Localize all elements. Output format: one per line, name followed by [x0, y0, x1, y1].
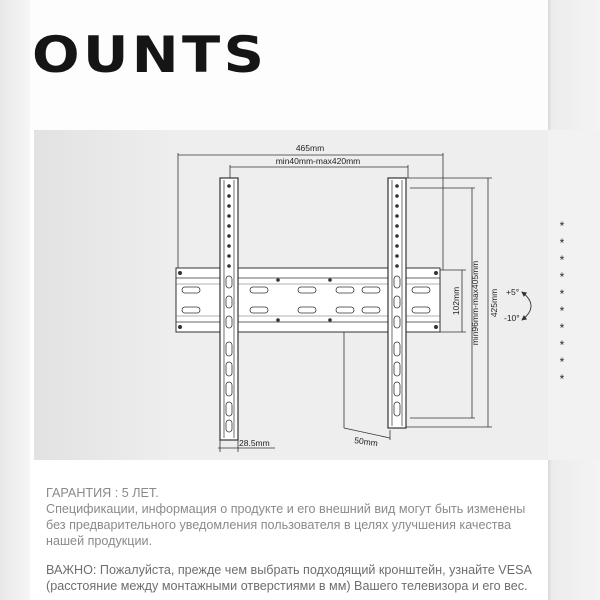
important-text-line-2: (расстояние между монтажными отверстиями в мм) Вашего телевизора и его вес. [46, 579, 528, 593]
dim-width-total: 465mm [295, 143, 325, 153]
side-bullet: * [559, 253, 565, 267]
side-bullet: * [559, 372, 565, 386]
important-text-line-1: ВАЖНО: Пожалуйста, прежде чем выбрать подходящий кронштейн, узнайте VESA [46, 563, 532, 577]
dim-depth: 50mm [353, 435, 379, 449]
side-bullet: * [559, 219, 565, 233]
left-upright [220, 178, 238, 440]
spec-text-line-2: без предварительного уведомления пользователя в целях улучшения качества [46, 518, 512, 532]
brand-title: OUNTS [32, 26, 268, 84]
dim-rail-height: 102mm [451, 286, 461, 316]
side-bullet: * [559, 236, 565, 250]
notes-block [46, 485, 546, 594]
side-bullet: * [559, 338, 565, 352]
warranty-text: ГАРАНТИЯ : 5 ЛЕТ. [46, 486, 159, 500]
tilt-arc [522, 292, 531, 320]
side-bullet-list [556, 218, 568, 388]
dim-upright-width: 28.5mm [239, 438, 270, 448]
dim-horizontal-range: min40mm-max420mm [275, 156, 361, 166]
right-upright [388, 178, 406, 428]
tilt-down-label: -10° [504, 313, 520, 323]
spec-text-line-3: нашей продукции. [46, 534, 153, 548]
dim-vertical-range: min96mm-max405mm [470, 260, 480, 346]
spec-text-line-1: Спецификации, информация о продукте и его внешний вид могут быть изменены [46, 502, 526, 516]
side-bullet: * [559, 321, 565, 335]
notes-gap [46, 549, 546, 562]
side-bullet: * [559, 304, 565, 318]
side-bullet: * [559, 270, 565, 284]
side-bullet: * [559, 355, 565, 369]
dim-height-total: 425mm [489, 288, 499, 318]
side-bullet: * [559, 287, 565, 301]
tilt-up-label: +5° [506, 287, 520, 297]
